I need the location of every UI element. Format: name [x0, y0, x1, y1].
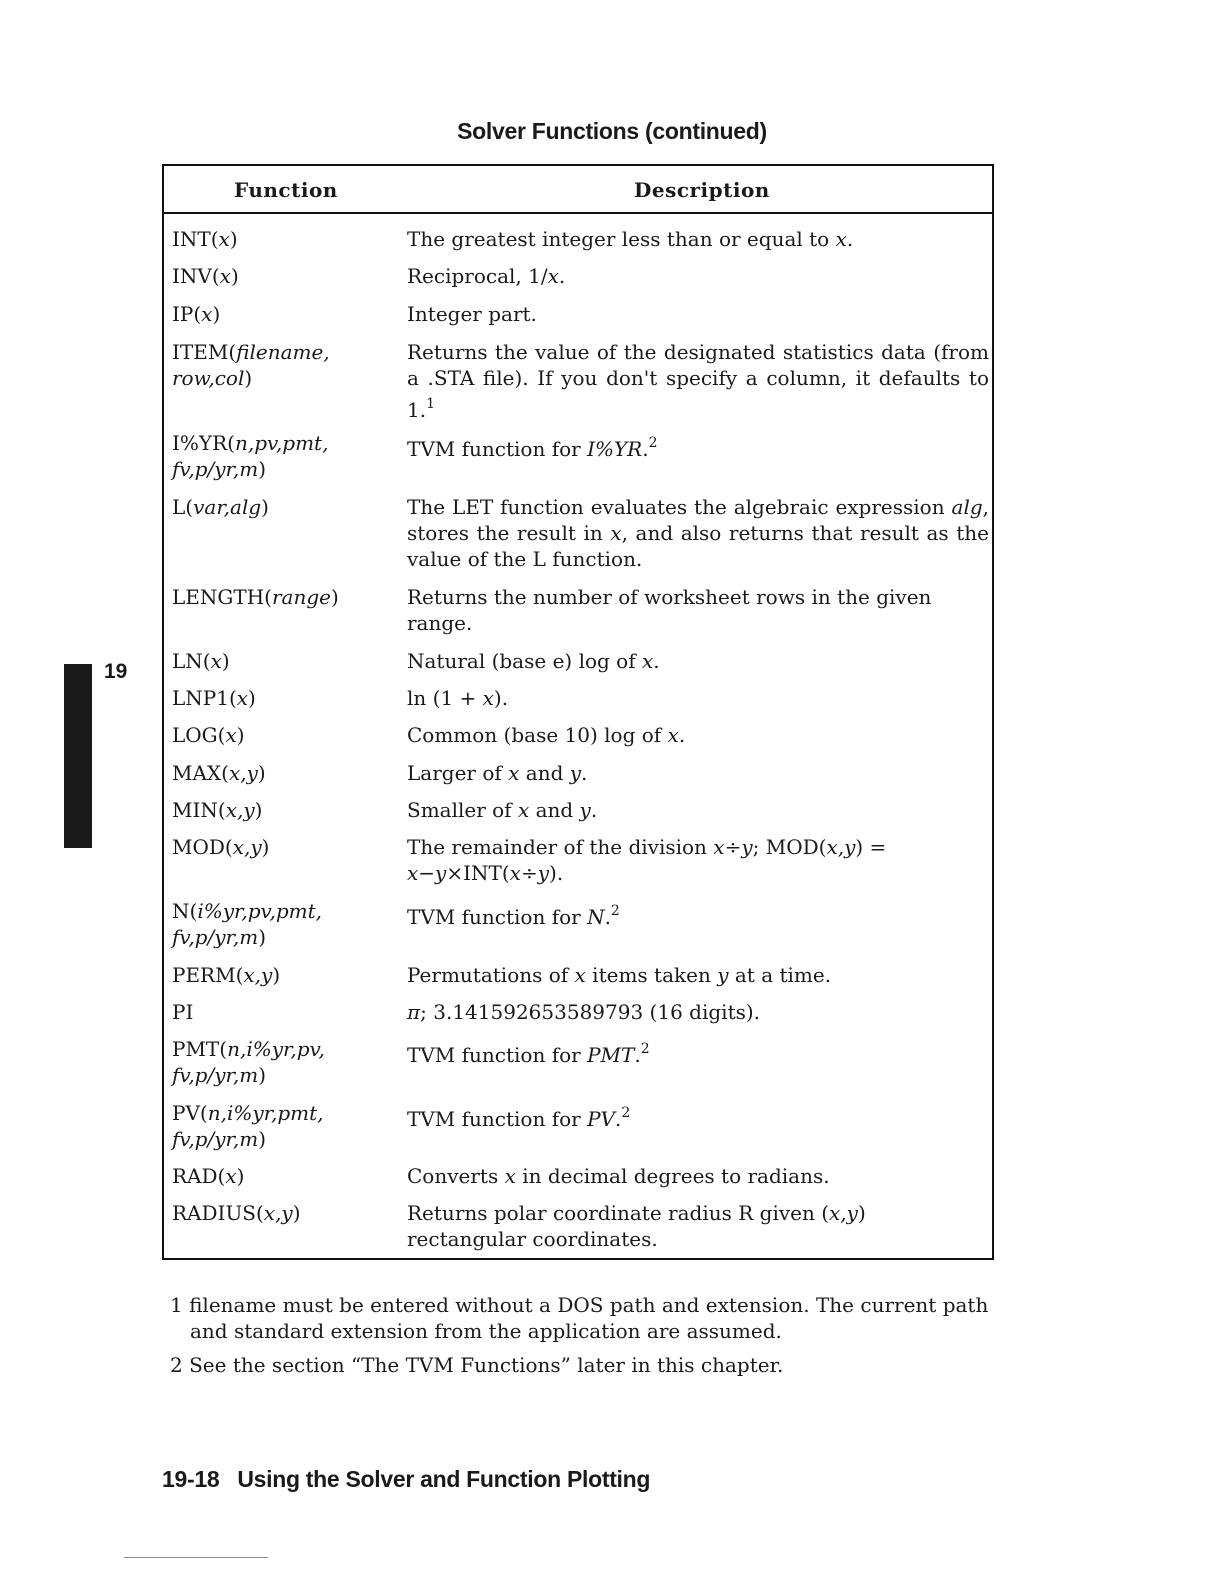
- function-description: Smaller of x and y.: [407, 798, 598, 822]
- function-signature: MAX(x,y): [172, 761, 266, 785]
- function-description: ln (1 + x).: [407, 686, 509, 710]
- function-description: TVM function for PMT.$^2$: [407, 1041, 650, 1067]
- function-description: Returns the value of the designated statistics data (from a .STA file). If you don't specify a column, it defaults to 1.$^1$: [407, 340, 989, 422]
- function-description: Natural (base e) log of x.: [407, 649, 660, 673]
- function-description: The LET function evaluates the algebraic expression alg, stores the result in x, and also returns that result as the value of the L function.: [407, 495, 990, 571]
- function-signature: RAD(x): [172, 1164, 245, 1188]
- page-footer: [162, 1466, 650, 1493]
- function-signature: RADIUS(x,y): [172, 1201, 301, 1225]
- scan-edge-line: [124, 1557, 268, 1558]
- footer-chapter-title: Using the Solver and Function Plotting: [237, 1466, 651, 1492]
- function-signature: MIN(x,y): [172, 798, 263, 822]
- function-signature: MOD(x,y): [172, 835, 270, 859]
- function-signature: LNP1(x): [172, 686, 256, 710]
- footer-page-number: 19-18: [162, 1466, 220, 1492]
- function-description: Converts x in decimal degrees to radians.: [407, 1164, 830, 1188]
- function-description: Common (base 10) log of x.: [407, 723, 686, 747]
- function-signature: LENGTH(range): [172, 585, 339, 609]
- function-signature: PI: [172, 1000, 194, 1024]
- function-description: Integer part.: [407, 302, 537, 326]
- function-signature: I%YR(n,pv,pmt, fv,p/yr,m): [172, 431, 329, 481]
- function-description: Permutations of x items taken y at a time.: [407, 963, 832, 987]
- function-description: Returns polar coordinate radius R given (x,y) rectangular coordinates.: [407, 1201, 866, 1251]
- header-function: Function: [234, 178, 338, 202]
- table-header: [164, 166, 992, 214]
- function-signature: L(var,alg): [172, 495, 269, 519]
- function-description: TVM function for PV.$^2$: [407, 1105, 631, 1131]
- function-signature: N(i%yr,pv,pmt, fv,p/yr,m): [172, 899, 322, 949]
- function-description: Reciprocal, 1/x.: [407, 264, 566, 288]
- function-signature: LOG(x): [172, 723, 245, 747]
- function-signature: PV(n,i%yr,pmt, fv,p/yr,m): [172, 1101, 324, 1151]
- function-description: TVM function for N.$^2$: [407, 903, 620, 929]
- function-signature: IP(x): [172, 302, 221, 326]
- function-signature: PERM(x,y): [172, 963, 281, 987]
- function-signature: PMT(n,i%yr,pv, fv,p/yr,m): [172, 1037, 325, 1087]
- function-description: Returns the number of worksheet rows in the given range.: [407, 585, 932, 635]
- footnote-1: 1 filename must be entered without a DOS path and extension. The current path and standard extension from the application are assumed.: [170, 1293, 989, 1343]
- header-description: Description: [634, 178, 770, 202]
- function-description: The remainder of the division x÷y; MOD(x,y) = x−y×INT(x÷y).: [407, 835, 887, 885]
- chapter-tab-marker: [64, 664, 92, 848]
- function-description: π; 3.141592653589793 (16 digits).: [407, 1000, 761, 1024]
- function-description: TVM function for I%YR.$^2$: [407, 435, 658, 461]
- function-description: The greatest integer less than or equal to x.: [407, 227, 854, 251]
- solver-functions-table: [162, 164, 994, 1260]
- footnote-2: 2 See the section “The TVM Functions” later in this chapter.: [170, 1353, 784, 1377]
- page-title: Solver Functions (continued): [457, 118, 767, 144]
- function-signature: INT(x): [172, 227, 238, 251]
- function-signature: INV(x): [172, 264, 239, 288]
- function-signature: LN(x): [172, 649, 230, 673]
- function-signature: ITEM(filename, row,col): [172, 340, 330, 390]
- chapter-tab-number: 19: [104, 660, 128, 683]
- function-description: Larger of x and y.: [407, 761, 588, 785]
